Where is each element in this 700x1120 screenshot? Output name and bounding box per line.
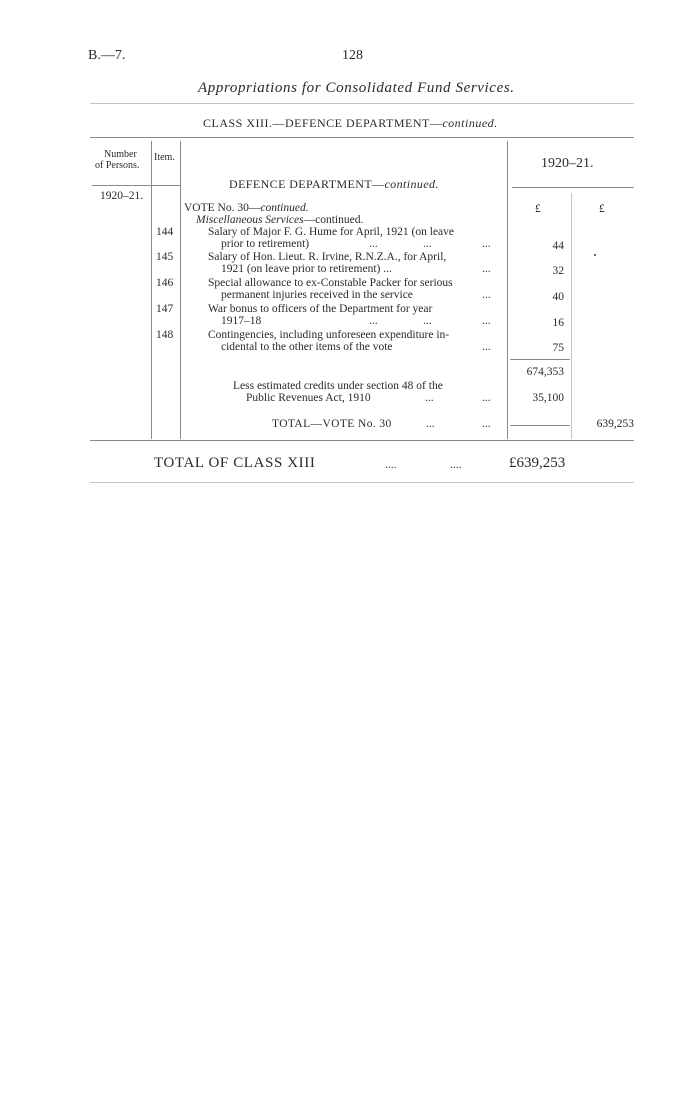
- misc-heading-cont: —continued.: [303, 214, 364, 226]
- row-148-value: 75: [552, 342, 564, 354]
- class-total-value: £639,253: [509, 455, 566, 471]
- total-vote-label: TOTAL—VOTE No. 30: [272, 418, 392, 430]
- row-145-line1: Salary of Hon. Lieut. R. Irvine, R.N.Z.A., for April,: [208, 251, 447, 263]
- row-148-line2: cidental to the other items of the vote: [221, 341, 393, 353]
- dept-heading-cont: continued.: [384, 177, 439, 191]
- header-under-rule-amount: [512, 187, 634, 188]
- row-144-dots-3: ...: [482, 238, 491, 250]
- row-144-dots-1: ...: [369, 238, 378, 250]
- col-header-number: Number: [104, 149, 137, 160]
- row-144-line1: Salary of Major F. G. Hume for April, 1921 (on leave: [208, 226, 454, 238]
- subtotal-rule: [510, 359, 570, 360]
- total-vote-dots-2: ...: [482, 418, 491, 430]
- col-header-persons: of Persons.: [95, 160, 140, 171]
- less-credits-value: 35,100: [532, 392, 564, 404]
- col-divider-amounts: [571, 193, 572, 439]
- document-ref: B.—7.: [88, 48, 126, 63]
- col-divider-item: [180, 141, 181, 439]
- class-heading-cont: continued.: [442, 116, 498, 130]
- row-146-value: 40: [552, 291, 564, 303]
- item-number-146: 146: [156, 277, 174, 289]
- total-vote-rule: [510, 425, 570, 426]
- col-header-year: 1920–21.: [541, 156, 594, 171]
- pound-sign-totals: £: [599, 203, 605, 215]
- total-vote-dots-1: ...: [426, 418, 435, 430]
- less-credits-line2: Public Revenues Act, 1910: [246, 392, 371, 404]
- less-credits-dots-1: ...: [425, 392, 434, 404]
- row-146-dots: ...: [482, 289, 491, 301]
- row-147-line2: 1917–18: [221, 315, 262, 327]
- total-vote-value: 639,253: [596, 418, 634, 430]
- class-heading-text: CLASS XIII.—DEFENCE DEPARTMENT—: [203, 116, 443, 130]
- row-144-value: 44: [552, 240, 564, 252]
- row-147-line1: War bonus to officers of the Department for year: [208, 303, 433, 315]
- misc-heading: [196, 214, 363, 226]
- page-bottom-rule: [90, 482, 634, 483]
- dept-heading: [229, 177, 439, 192]
- col-header-item: Item.: [154, 152, 175, 163]
- row-144-line2: prior to retirement): [221, 238, 310, 250]
- item-number-145: 145: [156, 251, 174, 263]
- row-148-line1: Contingencies, including unforeseen expenditure in-: [208, 329, 450, 341]
- persons-year: 1920–21.: [100, 190, 144, 202]
- less-credits-dots-2: ...: [482, 392, 491, 404]
- row-146-line1: Special allowance to ex-Constable Packer for serious: [208, 277, 453, 289]
- item-number-147: 147: [156, 303, 174, 315]
- item-number-148: 148: [156, 329, 174, 341]
- item-number-144: 144: [156, 226, 174, 238]
- dept-heading-text: DEFENCE DEPARTMENT—: [229, 177, 385, 191]
- misc-heading-text: Miscellaneous Services: [196, 214, 304, 226]
- pound-sign-items: £: [535, 203, 541, 215]
- row-145-line2: 1921 (on leave prior to retirement) ...: [221, 263, 392, 275]
- header-under-rule: [92, 185, 180, 186]
- page-number: 128: [342, 48, 363, 63]
- row-147-dots-2: ...: [423, 315, 432, 327]
- row-146-line2: permanent injuries received in the service: [221, 289, 413, 301]
- class-total-dots-1: ....: [385, 459, 397, 471]
- row-144-dots-2: ...: [423, 238, 432, 250]
- class-heading: [203, 116, 498, 131]
- row-147-dots-3: ...: [482, 315, 491, 327]
- table-top-rule: [90, 137, 634, 138]
- row-145-dots: ...: [482, 263, 491, 275]
- subtotal-value: 674,353: [526, 366, 564, 378]
- table-bottom-rule: [90, 440, 634, 441]
- margin-mark: [594, 254, 596, 256]
- header-rule: [90, 103, 634, 104]
- class-total-label: TOTAL OF CLASS XIII: [154, 455, 316, 471]
- less-credits-line1: Less estimated credits under section 48 of the: [233, 380, 443, 392]
- row-147-dots-1: ...: [369, 315, 378, 327]
- vote-heading-cont: continued.: [260, 202, 309, 214]
- vote-heading-text: VOTE No. 30—: [184, 202, 261, 214]
- row-145-value: 32: [552, 265, 564, 277]
- row-147-value: 16: [552, 317, 564, 329]
- vote-heading: [184, 202, 309, 214]
- row-148-dots: ...: [482, 341, 491, 353]
- page-title: Appropriations for Consolidated Fund Services.: [198, 80, 515, 96]
- class-total-dots-2: ....: [450, 459, 462, 471]
